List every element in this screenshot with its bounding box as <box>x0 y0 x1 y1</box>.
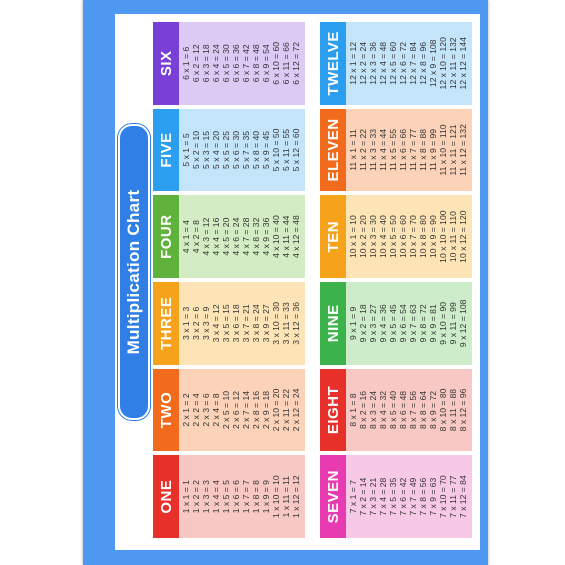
equation-line: 3 x 3 = 9 <box>201 306 211 340</box>
equation-line: 6 x 2 = 12 <box>191 44 201 83</box>
equation-line: 9 x 3 = 27 <box>368 304 378 343</box>
equation-line: 8 x 3 = 24 <box>368 391 378 429</box>
equation-line: 5 x 1 = 5 <box>181 133 191 167</box>
equation-line: 10 x 12 = 120 <box>458 210 468 263</box>
equation-line: 7 x 3 = 21 <box>368 477 378 516</box>
equation-line: 11 x 6 = 66 <box>398 128 408 172</box>
equation-line: 7 x 5 = 35 <box>388 477 398 516</box>
equation-line: 6 x 4 = 24 <box>211 44 221 83</box>
equation-line: 2 x 7 = 14 <box>241 391 251 429</box>
table-body <box>179 109 305 192</box>
equation-line: 1 x 2 = 2 <box>191 480 201 514</box>
equation-line: 3 x 6 = 18 <box>231 304 241 343</box>
equation-line: 6 x 6 = 36 <box>231 44 241 83</box>
equation-line: 8 x 10 = 80 <box>438 388 448 432</box>
equation-line: 1 x 10 = 10 <box>271 475 281 519</box>
equation-line: 12 x 3 = 36 <box>368 41 378 85</box>
equation-line: 2 x 12 = 24 <box>291 388 301 432</box>
equation-line: 11 x 11 = 121 <box>448 124 458 176</box>
equation-line: 4 x 1 = 4 <box>181 220 191 254</box>
equation-line: 12 x 5 = 60 <box>388 41 398 85</box>
equation-line: 3 x 2 = 6 <box>191 306 201 340</box>
table-body <box>346 369 472 452</box>
equation-line: 6 x 8 = 48 <box>251 44 261 83</box>
table-body <box>346 195 472 278</box>
equation-line: 3 x 12 = 36 <box>291 301 301 345</box>
times-table-six <box>153 22 305 105</box>
equation-line: 1 x 3 = 3 <box>201 480 211 514</box>
equation-line: 9 x 11 = 99 <box>448 302 458 345</box>
equation-line: 7 x 9 = 63 <box>428 477 438 516</box>
equation-line: 6 x 1 = 6 <box>181 46 191 80</box>
equation-line: 7 x 8 = 56 <box>418 477 428 516</box>
equation-line: 3 x 4 = 12 <box>211 304 221 343</box>
table-body <box>179 369 305 452</box>
equation-line: 12 x 4 = 48 <box>378 41 388 85</box>
equation-line: 5 x 8 = 40 <box>251 130 261 169</box>
equation-line: 5 x 7 = 35 <box>241 130 251 169</box>
equation-line: 1 x 1 = 1 <box>181 480 191 514</box>
times-table-seven <box>320 455 472 538</box>
equation-line: 12 x 11 = 132 <box>448 37 458 90</box>
equation-line: 3 x 8 = 24 <box>251 304 261 343</box>
times-table-five <box>153 109 305 192</box>
equation-line: 7 x 6 = 42 <box>398 477 408 516</box>
equation-line: 5 x 2 = 10 <box>191 130 201 169</box>
equation-line: 11 x 1 = 11 <box>348 129 358 171</box>
equation-line: 1 x 11 = 11 <box>281 475 291 518</box>
equation-line: 2 x 2 = 4 <box>191 393 201 427</box>
equation-line: 5 x 5 = 25 <box>221 130 231 169</box>
equation-line: 6 x 5 = 30 <box>221 44 231 83</box>
equation-line: 11 x 2 = 22 <box>358 128 368 172</box>
equation-line: 8 x 6 = 48 <box>398 391 408 429</box>
equation-line: 7 x 11 = 77 <box>448 475 458 518</box>
table-body <box>346 282 472 365</box>
equation-line: 7 x 10 = 70 <box>438 475 448 519</box>
table-header: TWO <box>153 369 179 452</box>
equation-line: 6 x 7 = 42 <box>241 44 251 83</box>
chart-content <box>115 14 480 550</box>
equation-line: 8 x 4 = 32 <box>378 391 388 429</box>
equation-line: 5 x 4 = 20 <box>211 130 221 169</box>
table-body <box>346 455 472 538</box>
equation-line: 4 x 11 = 44 <box>281 215 291 258</box>
equation-line: 12 x 2 = 24 <box>358 41 368 85</box>
times-table-twelve <box>320 22 472 105</box>
equation-line: 2 x 5 = 10 <box>221 391 231 429</box>
table-header: FOUR <box>153 195 179 278</box>
equation-line: 5 x 10 = 50 <box>271 128 281 172</box>
equation-line: 4 x 7 = 28 <box>241 217 251 256</box>
equation-line: 11 x 4 = 44 <box>378 128 388 172</box>
equation-line: 9 x 8 = 72 <box>418 304 428 343</box>
equation-line: 3 x 7 = 21 <box>241 304 251 343</box>
equation-line: 11 x 7 = 77 <box>408 128 418 172</box>
equation-line: 2 x 11 = 22 <box>281 388 291 432</box>
equation-line: 10 x 9 = 90 <box>428 215 438 259</box>
equation-line: 2 x 1 = 2 <box>181 393 191 427</box>
equation-line: 12 x 1 = 12 <box>348 41 358 85</box>
equation-line: 10 x 5 = 50 <box>388 215 398 259</box>
equation-line: 8 x 9 = 72 <box>428 391 438 429</box>
equation-line: 10 x 10 = 100 <box>438 210 448 263</box>
times-table-nine <box>320 282 472 365</box>
table-header: SIX <box>153 22 179 105</box>
equation-line: 2 x 3 = 6 <box>201 393 211 427</box>
equation-line: 8 x 12 = 96 <box>458 388 468 432</box>
equation-line: 12 x 7 = 84 <box>408 41 418 85</box>
equation-line: 12 x 9 = 108 <box>428 39 438 88</box>
equation-line: 9 x 10 = 90 <box>438 301 448 345</box>
equation-line: 6 x 10 = 60 <box>271 41 281 85</box>
equation-line: 4 x 6 = 24 <box>231 217 241 256</box>
equation-line: 10 x 1 = 10 <box>348 215 358 259</box>
table-body <box>346 22 472 105</box>
times-table-one <box>153 455 305 538</box>
equation-line: 10 x 6 = 60 <box>398 215 408 259</box>
table-header: FIVE <box>153 109 179 192</box>
equation-line: 5 x 9 = 45 <box>261 130 271 169</box>
equation-line: 5 x 6 = 30 <box>231 130 241 169</box>
equation-line: 4 x 10 = 40 <box>271 215 281 259</box>
equation-line: 11 x 8 = 88 <box>418 128 428 172</box>
equation-line: 11 x 9 = 99 <box>428 128 438 172</box>
equation-line: 6 x 12 = 72 <box>291 41 301 85</box>
equation-line: 4 x 5 = 20 <box>221 217 231 256</box>
equation-line: 6 x 9 = 54 <box>261 44 271 83</box>
equation-line: 12 x 8 = 96 <box>418 41 428 85</box>
poster-frame <box>83 0 488 565</box>
equation-line: 4 x 12 = 48 <box>291 215 301 259</box>
table-body <box>179 455 305 538</box>
table-header: EIGHT <box>320 369 346 452</box>
equation-line: 8 x 7 = 56 <box>408 391 418 429</box>
equation-line: 10 x 4 = 40 <box>378 215 388 259</box>
equation-line: 8 x 5 = 40 <box>388 391 398 429</box>
equation-line: 5 x 12 = 60 <box>291 128 301 172</box>
equation-line: 8 x 2 = 16 <box>358 391 368 429</box>
equation-line: 4 x 4 = 16 <box>211 217 221 256</box>
equation-line: 9 x 5 = 45 <box>388 304 398 343</box>
table-header: ELEVEN <box>320 109 346 192</box>
times-table-eight <box>320 369 472 452</box>
equation-line: 9 x 6 = 54 <box>398 304 408 343</box>
equation-line: 1 x 6 = 6 <box>231 480 241 514</box>
equation-line: 1 x 12 = 12 <box>291 475 301 519</box>
equation-line: 7 x 12 = 84 <box>458 475 468 519</box>
equation-line: 11 x 12 = 132 <box>458 124 468 176</box>
equation-line: 9 x 4 = 36 <box>378 304 388 343</box>
tables-row-1 <box>153 22 305 538</box>
table-header: THREE <box>153 282 179 365</box>
times-table-two <box>153 369 305 452</box>
equation-line: 11 x 5 = 55 <box>388 128 398 172</box>
equation-line: 8 x 11 = 88 <box>448 388 458 432</box>
equation-line: 7 x 7 = 49 <box>408 477 418 516</box>
equation-line: 12 x 10 = 120 <box>438 37 448 90</box>
tables-row-2 <box>320 22 472 538</box>
equation-line: 10 x 3 = 30 <box>368 215 378 259</box>
equation-line: 1 x 4 = 4 <box>211 480 221 514</box>
equation-line: 1 x 7 = 7 <box>241 480 251 514</box>
times-table-three <box>153 282 305 365</box>
table-body <box>179 282 305 365</box>
equation-line: 4 x 2 = 8 <box>191 220 201 254</box>
equation-line: 2 x 6 = 12 <box>231 391 241 429</box>
equation-line: 9 x 1 = 9 <box>348 306 358 340</box>
equation-line: 3 x 5 = 15 <box>221 304 231 343</box>
equation-line: 4 x 3 = 12 <box>201 217 211 256</box>
equation-line: 6 x 11 = 66 <box>281 42 291 85</box>
equation-line: 12 x 6 = 72 <box>398 41 408 85</box>
equation-line: 7 x 2 = 14 <box>358 477 368 516</box>
table-header: TEN <box>320 195 346 278</box>
equation-line: 2 x 9 = 18 <box>261 391 271 429</box>
equation-line: 10 x 8 = 80 <box>418 215 428 259</box>
equation-line: 2 x 10 = 20 <box>271 388 281 432</box>
times-table-four <box>153 195 305 278</box>
equation-line: 3 x 10 = 30 <box>271 301 281 345</box>
equation-line: 1 x 9 = 9 <box>261 480 271 514</box>
equation-line: 2 x 4 = 8 <box>211 393 221 427</box>
equation-line: 3 x 9 = 27 <box>261 304 271 343</box>
equation-line: 7 x 4 = 28 <box>378 477 388 516</box>
equation-line: 8 x 1 = 8 <box>348 393 358 427</box>
equation-line: 5 x 11 = 55 <box>281 128 291 172</box>
table-header: SEVEN <box>320 455 346 538</box>
times-table-eleven <box>320 109 472 192</box>
equation-line: 12 x 12 = 144 <box>458 37 468 90</box>
times-table-ten <box>320 195 472 278</box>
equation-line: 6 x 3 = 18 <box>201 44 211 83</box>
page-title: Multiplication Chart <box>118 124 150 420</box>
equation-line: 3 x 1 = 3 <box>181 306 191 340</box>
equation-line: 9 x 2 = 18 <box>358 304 368 343</box>
equation-line: 10 x 11 = 110 <box>448 211 458 263</box>
equation-line: 7 x 1 = 7 <box>348 480 358 514</box>
poster-sheet <box>115 14 480 550</box>
equation-line: 10 x 2 = 20 <box>358 215 368 259</box>
equation-line: 2 x 8 = 16 <box>251 391 261 429</box>
equation-line: 11 x 3 = 33 <box>368 128 378 172</box>
equation-line: 9 x 7 = 63 <box>408 304 418 343</box>
equation-line: 4 x 8 = 32 <box>251 217 261 256</box>
equation-line: 9 x 9 = 81 <box>428 304 438 343</box>
table-body <box>179 22 305 105</box>
equation-line: 9 x 12 = 108 <box>458 299 468 348</box>
table-body <box>346 109 472 192</box>
equation-line: 4 x 9 = 36 <box>261 217 271 256</box>
table-header: NINE <box>320 282 346 365</box>
equation-line: 1 x 5 = 5 <box>221 480 231 514</box>
table-body <box>179 195 305 278</box>
table-header: ONE <box>153 455 179 538</box>
equation-line: 10 x 7 = 70 <box>408 215 418 259</box>
equation-line: 1 x 8 = 8 <box>251 480 261 514</box>
equation-line: 8 x 8 = 64 <box>418 391 428 429</box>
equation-line: 11 x 10 = 110 <box>438 124 448 176</box>
table-header: TWELVE <box>320 22 346 105</box>
equation-line: 3 x 11 = 33 <box>281 302 291 345</box>
equation-line: 5 x 3 = 15 <box>201 130 211 169</box>
